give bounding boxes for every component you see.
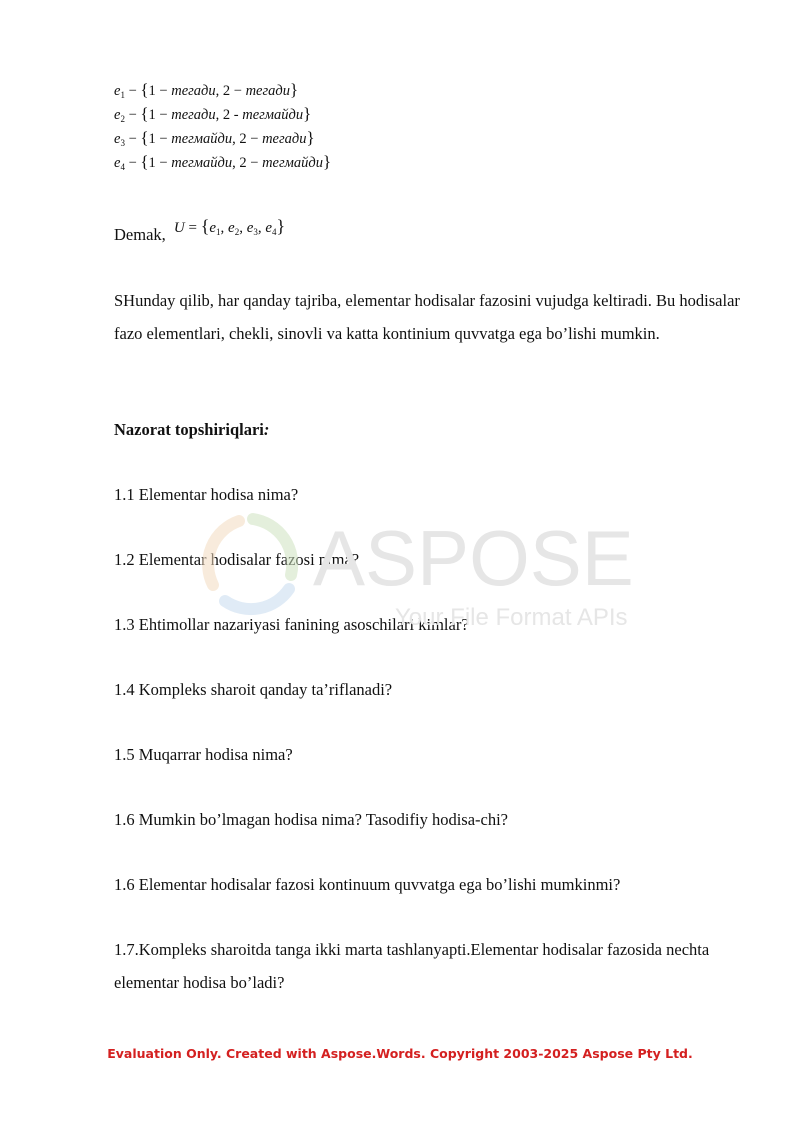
equation-equals: = — [184, 220, 201, 236]
equation-left-brace: { — [200, 216, 210, 236]
equation-element: e — [246, 220, 254, 236]
formula-second: 2 − — [239, 131, 263, 147]
formula-dash: − — [124, 83, 141, 99]
equation-element: e — [209, 220, 217, 236]
evaluation-footer: Evaluation Only. Created with Aspose.Words. Copyright 2003-2025 Aspose Pty Ltd. — [107, 1046, 693, 1061]
formula-first: 1 − — [148, 131, 172, 147]
sample-space-equation — [173, 216, 286, 237]
summary-paragraph: SHunday qilib, har qanday tajriba, elementar hodisalar fazosini vujudga keltiradi. Bu hodisalar fazo elementlari, chekli, sinovli va katta kontinium quvvatga ega bo’lishi mumkin. — [114, 291, 740, 343]
formula-symbol: e — [114, 107, 121, 123]
formula-outcome-1: тегади — [171, 107, 216, 123]
formula-left-brace: { — [140, 152, 149, 171]
formula-comma: , — [232, 131, 240, 147]
equation-right-brace: } — [276, 216, 286, 236]
formula-outcome-2: тегмайди — [242, 107, 304, 123]
equation-subscript: 2 — [234, 227, 240, 237]
equation-separator: , — [239, 220, 247, 236]
formula-symbol: e — [114, 155, 121, 171]
formula-second: 2 − — [222, 83, 246, 99]
formula-right-brace: } — [289, 80, 299, 99]
formula-e1 — [114, 80, 298, 100]
demak-line — [114, 216, 286, 245]
question-item: 1.4 Kompleks sharoit qanday ta’riflanadi? — [114, 680, 393, 699]
question-item: 1.2 Elementar hodisalar fazosi nima? — [114, 550, 360, 569]
formula-outcome-1: тегади — [171, 83, 216, 99]
equation-subscript: 1 — [216, 227, 221, 237]
formula-first: 1 − — [148, 155, 172, 171]
equation-element: e — [265, 220, 273, 236]
formula-dash: − — [124, 155, 141, 171]
formula-e4 — [114, 152, 331, 172]
heading-text: Nazorat topshiriqlari — [114, 420, 264, 439]
formula-outcome-2: тегмайди — [262, 155, 323, 171]
formula-first: 1 − — [148, 83, 172, 99]
equation-subscript: 3 — [253, 227, 258, 237]
formula-comma: , — [215, 83, 223, 99]
watermark-tagline: Your File Format APIs — [395, 604, 628, 631]
watermark-brand: ASPOSE — [313, 514, 634, 602]
equation-separator: , — [257, 220, 266, 236]
formula-e3 — [114, 128, 315, 148]
formula-symbol: e — [114, 131, 121, 147]
formula-outcome-1: тегмайди — [171, 155, 233, 171]
question-item: 1.3 Ehtimollar nazariyasi fanining asoschilari kimlar? — [114, 615, 469, 634]
formula-second: 2 − — [239, 155, 263, 171]
formula-second: 2 - — [222, 107, 243, 123]
question-item: 1.5 Muqarrar hodisa nima? — [114, 745, 293, 764]
formula-left-brace: { — [140, 104, 149, 123]
formula-comma: , — [215, 107, 223, 123]
formula-dash: − — [124, 131, 141, 147]
question-item: 1.6 Elementar hodisalar fazosi kontinuum quvvatga ega bo’lishi mumkinmi? — [114, 875, 621, 894]
formula-outcome-2: тегади — [262, 131, 307, 147]
formula-first: 1 − — [148, 107, 172, 123]
demak-label: Demak, — [114, 225, 166, 244]
formula-comma: , — [232, 155, 240, 171]
formula-outcome-2: тегади — [245, 83, 290, 99]
formula-left-brace: { — [140, 128, 149, 147]
formula-subscript: 4 — [120, 162, 125, 172]
equation-element: e — [228, 220, 235, 236]
formula-subscript: 2 — [120, 114, 125, 124]
equation-separator: , — [220, 220, 229, 236]
formula-symbol: e — [114, 83, 121, 99]
equation-lhs: U — [173, 220, 185, 236]
heading-colon: : — [263, 420, 270, 439]
question-item: 1.6 Mumkin bo’lmagan hodisa nima? Tasodifiy hodisa-chi? — [114, 810, 509, 829]
equation-subscript: 4 — [272, 227, 277, 237]
formula-subscript: 1 — [120, 90, 125, 100]
formula-right-brace: } — [303, 104, 312, 123]
formula-dash: − — [124, 107, 141, 123]
question-item: 1.1 Elementar hodisa nima? — [114, 485, 299, 504]
formula-right-brace: } — [322, 152, 332, 171]
section-heading — [114, 420, 269, 440]
formula-outcome-1: тегмайди — [171, 131, 233, 147]
question-item: 1.7.Kompleks sharoitda tanga ikki marta tashlanyapti.Elementar hodisalar fazosida nechta elementar hodisa bo’ladi? — [114, 940, 710, 992]
formula-e2 — [114, 104, 311, 124]
formula-right-brace: } — [306, 128, 315, 147]
formula-left-brace: { — [140, 80, 149, 99]
formula-subscript: 3 — [120, 138, 125, 148]
